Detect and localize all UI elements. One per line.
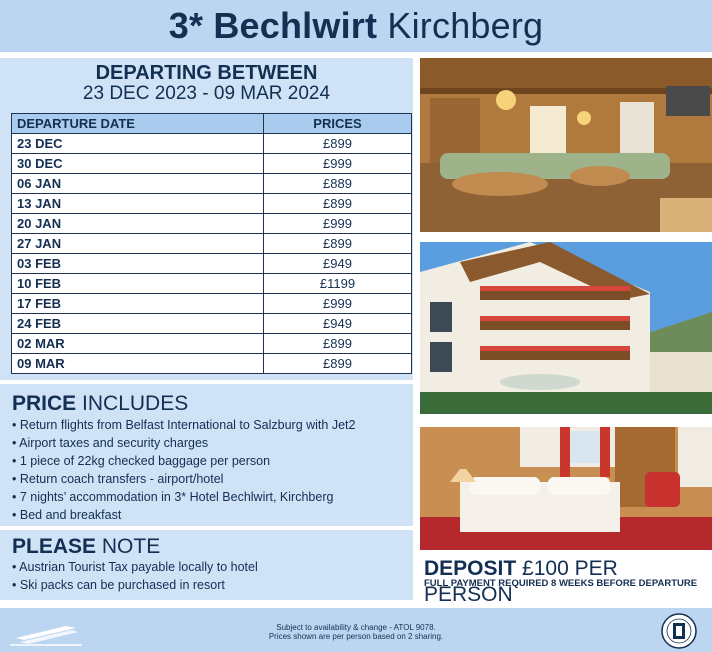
price: £949 xyxy=(264,314,412,334)
please-note-panel xyxy=(0,530,413,600)
deposit-subtext: FULL PAYMENT REQUIRED 8 WEEKS BEFORE DEPARTURE xyxy=(424,578,698,589)
page-title xyxy=(0,0,712,52)
table-row xyxy=(12,194,412,214)
title-bar xyxy=(0,0,712,52)
table-row xyxy=(12,294,412,314)
list-item: • Return flights from Belfast International to Salzburg with Jet2 xyxy=(12,416,355,434)
brand-logo-icon xyxy=(6,616,86,648)
table-row xyxy=(12,334,412,354)
table-row xyxy=(12,234,412,254)
price: £899 xyxy=(264,134,412,154)
price: £1199 xyxy=(264,274,412,294)
departure-date: 17 FEB xyxy=(12,294,264,314)
price: £999 xyxy=(264,154,412,174)
list-item: • Ski packs can be purchased in resort xyxy=(12,576,258,594)
list-item: • Austrian Tourist Tax payable locally to hotel xyxy=(12,558,258,576)
price: £889 xyxy=(264,174,412,194)
price: £949 xyxy=(264,254,412,274)
includes-title-light: INCLUDES xyxy=(82,392,189,415)
table-header-row xyxy=(12,114,412,134)
note-title-bold: PLEASE xyxy=(12,535,97,558)
list-item: • Airport taxes and security charges xyxy=(12,434,355,452)
footer xyxy=(0,608,712,652)
departure-date: 13 JAN xyxy=(12,194,264,214)
note-title-light: NOTE xyxy=(101,535,161,558)
departure-date: 02 MAR xyxy=(12,334,264,354)
includes-list xyxy=(12,416,355,524)
departure-date: 27 JAN xyxy=(12,234,264,254)
departure-date: 09 MAR xyxy=(12,354,264,374)
note-list xyxy=(12,558,258,594)
departure-date: 23 DEC xyxy=(12,134,264,154)
table-row xyxy=(12,174,412,194)
table-row xyxy=(12,254,412,274)
list-item: • 7 nights’ accommodation in 3* Hotel Bechlwirt, Kirchberg xyxy=(12,488,355,506)
departure-date: 06 JAN xyxy=(12,174,264,194)
table-row xyxy=(12,214,412,234)
departing-title: DEPARTING BETWEEN xyxy=(95,62,318,84)
departure-date: 03 FEB xyxy=(12,254,264,274)
table-row xyxy=(12,354,412,374)
departure-date: 10 FEB xyxy=(12,274,264,294)
exterior-image xyxy=(420,242,712,414)
deposit-amount: £100 PER PERSON xyxy=(424,557,618,606)
price-includes-panel xyxy=(0,384,413,526)
price: £999 xyxy=(264,294,412,314)
price: £899 xyxy=(264,334,412,354)
departure-date: 30 DEC xyxy=(12,154,264,174)
bedroom-image xyxy=(420,427,712,550)
price: £899 xyxy=(264,194,412,214)
price: £999 xyxy=(264,214,412,234)
header-departure-date: DEPARTURE DATE xyxy=(12,114,264,134)
restaurant-image xyxy=(420,58,712,232)
list-item: • Bed and breakfast xyxy=(12,506,355,524)
title-bold: 3* Bechlwirt xyxy=(168,5,378,46)
deposit-bold: DEPOSIT xyxy=(424,557,517,580)
hotel-bedroom-photo xyxy=(420,427,712,550)
hotel-exterior-photo xyxy=(420,242,712,414)
deposit-block xyxy=(420,556,712,606)
price: £899 xyxy=(264,354,412,374)
list-item: • Return coach transfers - airport/hotel xyxy=(12,470,355,488)
departure-date: 20 JAN xyxy=(12,214,264,234)
footer-note xyxy=(200,623,512,641)
footer-line2: Prices shown are per person based on 2 sharing. xyxy=(268,632,444,641)
price: £899 xyxy=(264,234,412,254)
price-includes-title xyxy=(12,392,188,416)
prices-table xyxy=(11,113,412,374)
table-row xyxy=(12,314,412,334)
table-row xyxy=(12,274,412,294)
includes-title-bold: PRICE xyxy=(12,392,77,415)
title-light: Kirchberg xyxy=(387,5,544,46)
header-prices: PRICES xyxy=(264,114,412,134)
hotel-restaurant-photo xyxy=(420,58,712,232)
departure-date: 24 FEB xyxy=(12,314,264,334)
list-item: • 1 piece of 22kg checked baggage per person xyxy=(12,452,355,470)
departing-dates: 23 DEC 2023 - 09 MAR 2024 xyxy=(82,83,331,104)
atol-protected-logo-icon xyxy=(660,612,698,650)
footer-line1: Subject to availability & change - ATOL 9078. xyxy=(276,623,436,632)
departing-header xyxy=(0,58,413,104)
table-row xyxy=(12,134,412,154)
please-note-title xyxy=(12,535,160,559)
table-row xyxy=(12,154,412,174)
